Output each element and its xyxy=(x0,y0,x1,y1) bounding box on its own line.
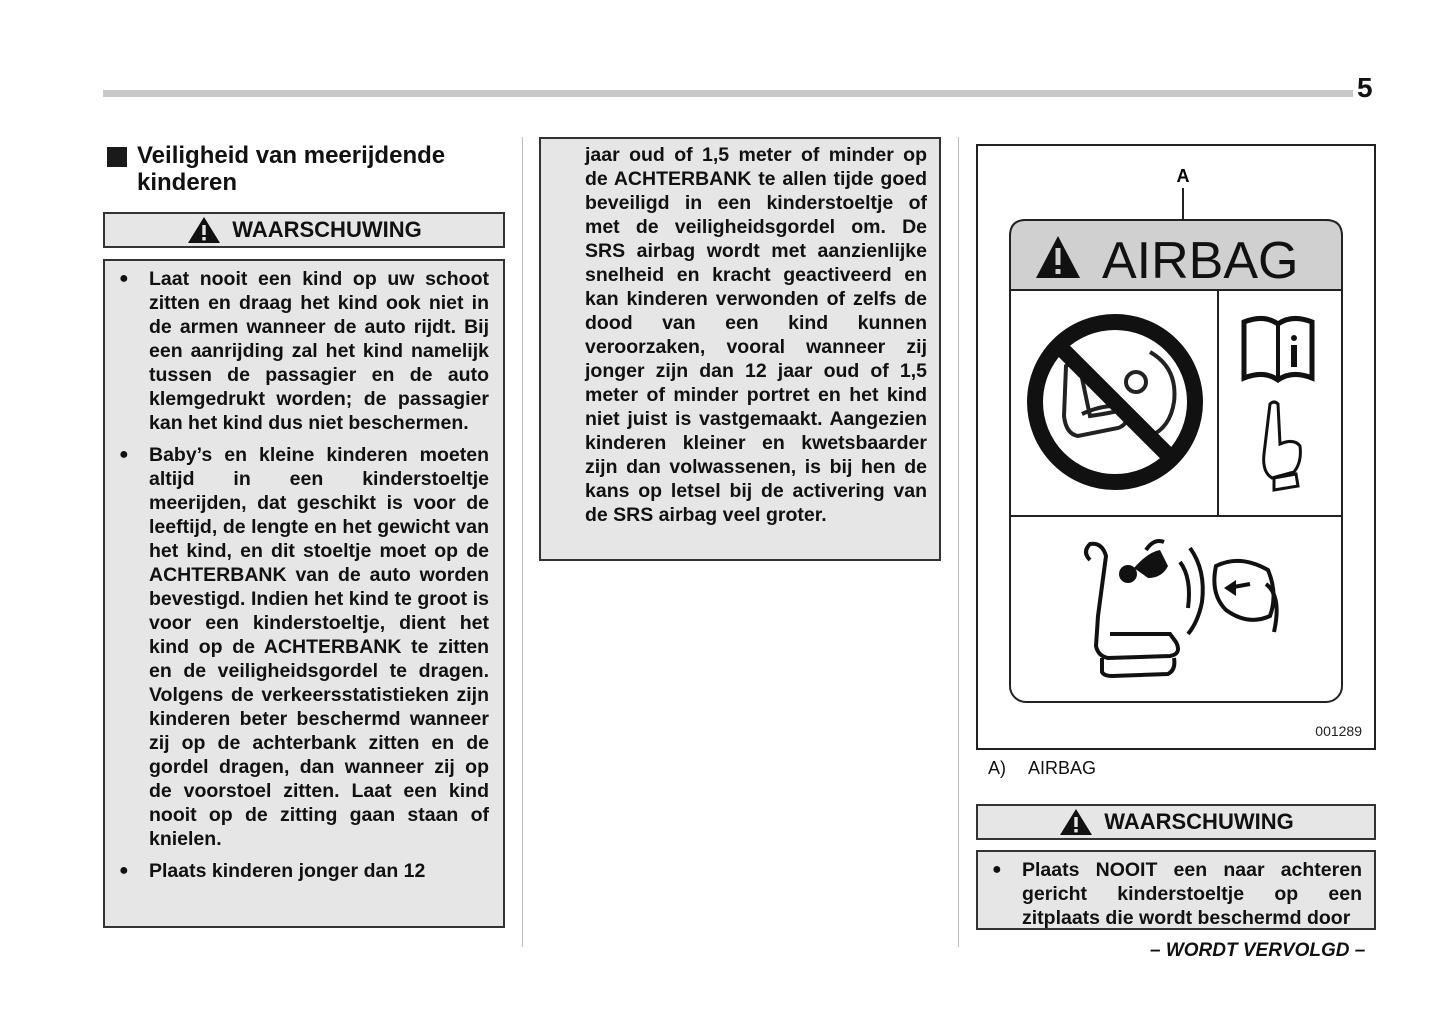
warning-body-right xyxy=(976,850,1376,930)
warning-triangle-icon xyxy=(186,215,222,245)
warning-item: ● Baby’s en kleine kinderen moeten altijd in een kinderstoeltje meerijden, dat geschikt is voor de leeftijd, de lengte en het gewicht van het kind, en dit stoeltje moet op de ACHTERBANK van de auto worden bevestigd. Indien het kind te groot is voor een kinderstoeltje, dient het kind op de ACHTERBANK te zitten en de veiligheidsgordel te dragen. Volgens de verkeersstatistieken zijn kinderen beter beschermd wanneer zij op de achterbank zitten en de gordel dragen, dan wanneer zij op de voorstoel zitten. Laat een kind nooit op de zitting gaan staan of knielen. xyxy=(119,444,489,850)
header-rule xyxy=(103,90,1353,97)
warning-item: ● Plaats kinderen jonger dan 12 xyxy=(119,860,426,882)
warning-item-text: Baby’s en kleine kinderen moeten altijd in een kinderstoeltje meerijden, dat geschikt is voor de leeftijd, de lengte en het gewicht van het kind, en dit stoeltje moet op de ACHTERBANK van de auto worden bevestigd. Indien het kind te groot is voor een kinderstoeltje, dient het kind op de ACHTERBANK te zitten en de veiligheidsgordel te dragen. Volgens de verkeersstatistieken zijn kinderen beter beschermd wanneer zij op de achterbank zitten en de gordel dragen, dan wanneer zij op de voorstoel zitten. Laat een kind nooit op de zitting gaan staan of knielen. xyxy=(149,444,489,850)
warning-label: WAARSCHUWING xyxy=(232,217,422,242)
airbag-label-figure xyxy=(976,144,1376,750)
caption-text: AIRBAG xyxy=(1028,758,1097,778)
warning-triangle-icon xyxy=(1058,807,1094,837)
warning-body-left xyxy=(103,259,505,928)
airbag-label-title: AIRBAG xyxy=(1102,232,1299,290)
image-code: 001289 xyxy=(1315,723,1362,739)
warning-header-right xyxy=(976,804,1376,840)
callout-letter: A xyxy=(1176,166,1190,186)
figure-caption xyxy=(988,758,1096,779)
warning-continued-text: jaar oud of 1,5 meter of minder op de ACHTERBANK te allen tijde goed beveiligd in een kinderstoeltje of met de veiligheidsgordel om. De SRS airbag wordt met aanzienlijke snelheid en kracht geactiveerd en kan kinderen verwonden of zelfs de dood van een kind kunnen veroorzaken, vooral wanneer zij jonger zijn dan 12 jaar oud of 1,5 meter of minder portret en het kind niet juist is vastgemaakt. Aangezien kinderen kleiner en kwetsbaarder zijn dan volwassenen, is bij hen de kans op letsel bij de activering van de SRS airbag veel groter. xyxy=(585,144,927,526)
caption-key: A) xyxy=(988,758,1006,778)
warning-header-left xyxy=(103,212,505,248)
column-separator xyxy=(522,137,523,947)
warning-label: WAARSCHUWING xyxy=(1104,809,1294,834)
section-title xyxy=(107,142,507,196)
column-separator xyxy=(958,137,959,947)
section-square-icon xyxy=(107,147,127,167)
warning-item: ● Plaats NOOIT een naar achteren gericht kinderstoeltje op een zitplaats die wordt beschermd door xyxy=(992,859,1362,929)
warning-item-text: Plaats kinderen jonger dan 12 xyxy=(149,860,426,882)
warning-item-text: Laat nooit een kind op uw schoot zitten en draag het kind ook niet in de armen wanneer de auto rijdt. Bij een aanrijding zal het kind namelijk tussen de passagier en de auto klemgedrukt worden; de passagier kan het kind dus niet beschermen. xyxy=(149,268,489,434)
warning-item: ● Laat nooit een kind op uw schoot zitten en draag het kind ook niet in de armen wanneer de auto rijdt. Bij een aanrijding zal het kind namelijk tussen de passagier en de auto klemgedrukt worden; de passagier kan het kind dus niet beschermen. xyxy=(119,268,489,434)
continued-footer: – WORDT VERVOLGD – xyxy=(1150,940,1366,961)
section-title-text: Veiligheid van meerijdende kinderen xyxy=(137,142,446,196)
warning-item-text: Plaats NOOIT een naar achteren gericht kinderstoeltje op een zitplaats die wordt beschermd door xyxy=(1022,859,1362,929)
manual-info-icon xyxy=(1244,318,1312,380)
warning-body-continued xyxy=(539,137,941,561)
page-number: 5 xyxy=(1357,72,1373,103)
